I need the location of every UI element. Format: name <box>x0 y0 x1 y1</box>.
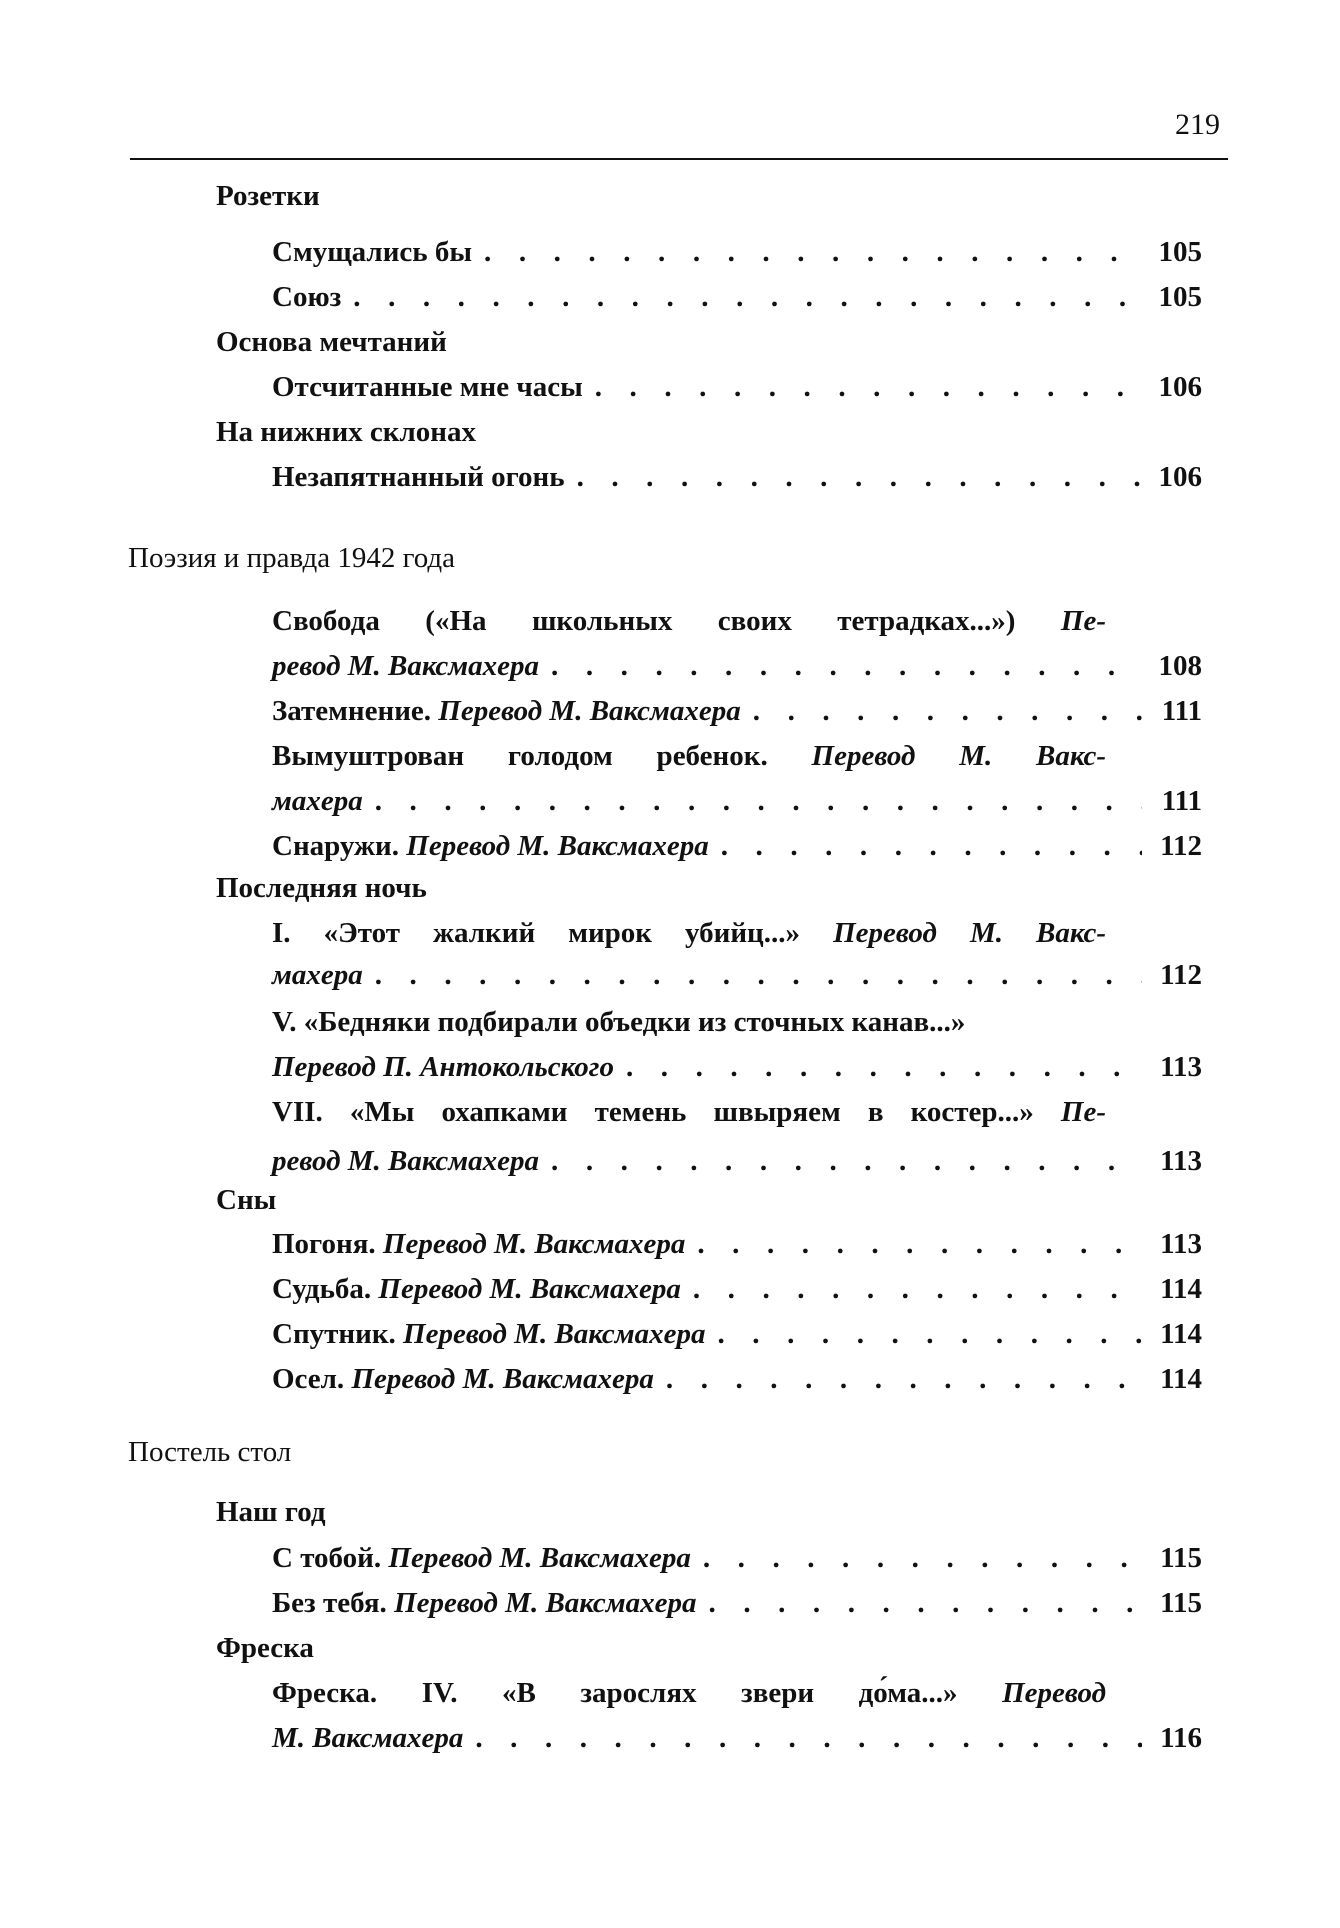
dot-leader <box>654 1359 1142 1399</box>
subsection-heading: Розетки <box>216 180 320 212</box>
entry-translator: Перевод М. Ваксмахера <box>394 1587 697 1619</box>
entry-translator: Перевод М. Ваксмахера <box>382 1228 686 1260</box>
entry-translator: Перевод М. Ваксмахера <box>351 1363 654 1395</box>
entry-title: С тобой. <box>272 1542 382 1574</box>
toc-entry[interactable] <box>272 277 1202 317</box>
dot-leader <box>539 646 1142 686</box>
entry-translator: Перевод М. Ваксмахера <box>403 1318 706 1350</box>
entry-title: Отсчитанные мне часы <box>272 371 583 403</box>
subsection-heading: Последняя ночь <box>216 872 427 904</box>
entry-translator: Перевод М. Ваксмахера <box>438 695 741 727</box>
toc-entry[interactable] <box>272 781 1202 821</box>
dot-leader <box>691 1538 1142 1578</box>
entry-page: 111 <box>1161 785 1202 817</box>
entry-title: Судьба. <box>272 1273 372 1305</box>
entry-title: Незапятнанный огонь <box>272 461 565 493</box>
entry-line[interactable] <box>272 913 1106 953</box>
entry-page: 112 <box>1160 830 1202 862</box>
toc-entry[interactable] <box>272 1047 1202 1087</box>
entry-title: Затемнение. <box>272 695 432 727</box>
entry-title: Вымуштрован голодом ребенок. <box>272 740 768 772</box>
toc-entry[interactable] <box>272 232 1202 272</box>
entry-page: 115 <box>1160 1542 1202 1574</box>
dot-leader <box>583 367 1142 407</box>
dot-leader <box>539 1141 1142 1181</box>
entry-title: Фреска. IV. «В зарослях звери до́ма...» <box>272 1677 958 1709</box>
entry-page: 116 <box>1160 1722 1202 1754</box>
toc-entry[interactable] <box>272 457 1202 497</box>
entry-line[interactable] <box>272 1092 1106 1132</box>
toc-entry[interactable] <box>272 367 1202 407</box>
dot-leader <box>472 232 1142 272</box>
dot-leader <box>363 781 1142 821</box>
dot-leader <box>709 826 1142 866</box>
dot-leader <box>741 691 1142 731</box>
subsection-heading: Фреска <box>216 1632 314 1664</box>
toc-entry[interactable] <box>272 1583 1202 1623</box>
entry-line[interactable] <box>272 736 1106 776</box>
entry-title: Союз <box>272 281 342 313</box>
entry-translator: Перевод М. Ваксмахера <box>388 1542 691 1574</box>
entry-page: 108 <box>1158 650 1202 682</box>
toc-entry[interactable] <box>272 646 1202 686</box>
entry-translator: Перевод <box>1002 1677 1107 1709</box>
entry-title: Свобода («На школьных своих тетрадках...») <box>272 605 1016 637</box>
entry-title: I. «Этот жалкий мирок убийц...» <box>272 917 801 949</box>
entry-page: 105 <box>1158 236 1202 268</box>
toc-entry[interactable] <box>272 826 1202 866</box>
subsection-heading: Наш год <box>216 1496 326 1528</box>
entry-translator: М. Ваксмахера <box>272 1722 464 1754</box>
entry-translator: Пе- <box>1060 1096 1107 1128</box>
entry-translator: Перевод М. Ваксмахера <box>378 1273 681 1305</box>
page-number: 219 <box>1175 108 1220 141</box>
entry-line[interactable]: V. «Бедняки подбирали объедки из сточных канав...» <box>272 1006 966 1038</box>
entry-title: Без тебя. <box>272 1587 387 1619</box>
entry-title: Спутник. <box>272 1318 396 1350</box>
entry-page: 113 <box>1160 1051 1202 1083</box>
toc-entry[interactable] <box>272 1718 1202 1758</box>
dot-leader <box>681 1269 1142 1309</box>
subsection-heading: Основа мечтаний <box>216 326 447 358</box>
entry-page: 113 <box>1160 1228 1202 1260</box>
entry-translator: Перевод М. Ваксмахера <box>406 830 709 862</box>
entry-page: 114 <box>1160 1318 1202 1350</box>
toc-entry[interactable] <box>272 1314 1202 1354</box>
toc-entry[interactable] <box>272 1538 1202 1578</box>
entry-title: VII. «Мы охапками темень швыряем в костер...» <box>272 1096 1034 1128</box>
dot-leader <box>363 955 1142 995</box>
toc-entry[interactable] <box>272 1359 1202 1399</box>
entry-line[interactable] <box>272 601 1106 641</box>
toc-entry[interactable] <box>272 955 1202 995</box>
entry-page: 111 <box>1161 695 1202 727</box>
dot-leader <box>706 1314 1143 1354</box>
entry-page: 106 <box>1158 461 1202 493</box>
entry-page: 114 <box>1160 1363 1202 1395</box>
dot-leader <box>697 1583 1142 1623</box>
toc-entry[interactable] <box>272 1269 1202 1309</box>
toc-entry[interactable] <box>272 691 1202 731</box>
entry-page: 114 <box>1160 1273 1202 1305</box>
entry-title: Снаружи. <box>272 830 400 862</box>
entry-translator: ревод М. Ваксмахера <box>272 650 540 682</box>
entry-translator: Пе- <box>1060 605 1107 637</box>
dot-leader <box>463 1718 1142 1758</box>
toc-entry[interactable] <box>272 1224 1202 1264</box>
entry-page: 113 <box>1160 1145 1202 1177</box>
entry-page: 105 <box>1158 281 1202 313</box>
entry-translator: Перевод П. Антокольского <box>272 1051 614 1083</box>
entry-title: Осел. <box>272 1363 345 1395</box>
dot-leader <box>565 457 1142 497</box>
dot-leader <box>685 1224 1142 1264</box>
entry-translator: махера <box>272 785 363 817</box>
entry-page: 115 <box>1160 1587 1202 1619</box>
entry-translator: Перевод М. Вакс- <box>811 740 1106 772</box>
entry-title: Смущались бы <box>272 236 473 268</box>
subsection-heading: На нижних склонах <box>216 416 476 448</box>
entry-page: 112 <box>1160 959 1202 991</box>
entry-translator: Перевод М. Вакс- <box>833 917 1107 949</box>
section-heading: Постель стол <box>128 1436 292 1468</box>
entry-translator: махера <box>272 959 363 991</box>
dot-leader <box>614 1047 1142 1087</box>
dot-leader <box>341 277 1142 317</box>
entry-translator: ревод М. Ваксмахера <box>272 1145 540 1177</box>
section-heading: Поэзия и правда 1942 года <box>128 542 456 574</box>
entry-line[interactable] <box>272 1673 1106 1713</box>
subsection-heading: Сны <box>216 1184 277 1216</box>
entry-title: Погоня. <box>272 1228 376 1260</box>
entry-page: 106 <box>1158 371 1202 403</box>
toc-entry[interactable] <box>272 1141 1202 1181</box>
